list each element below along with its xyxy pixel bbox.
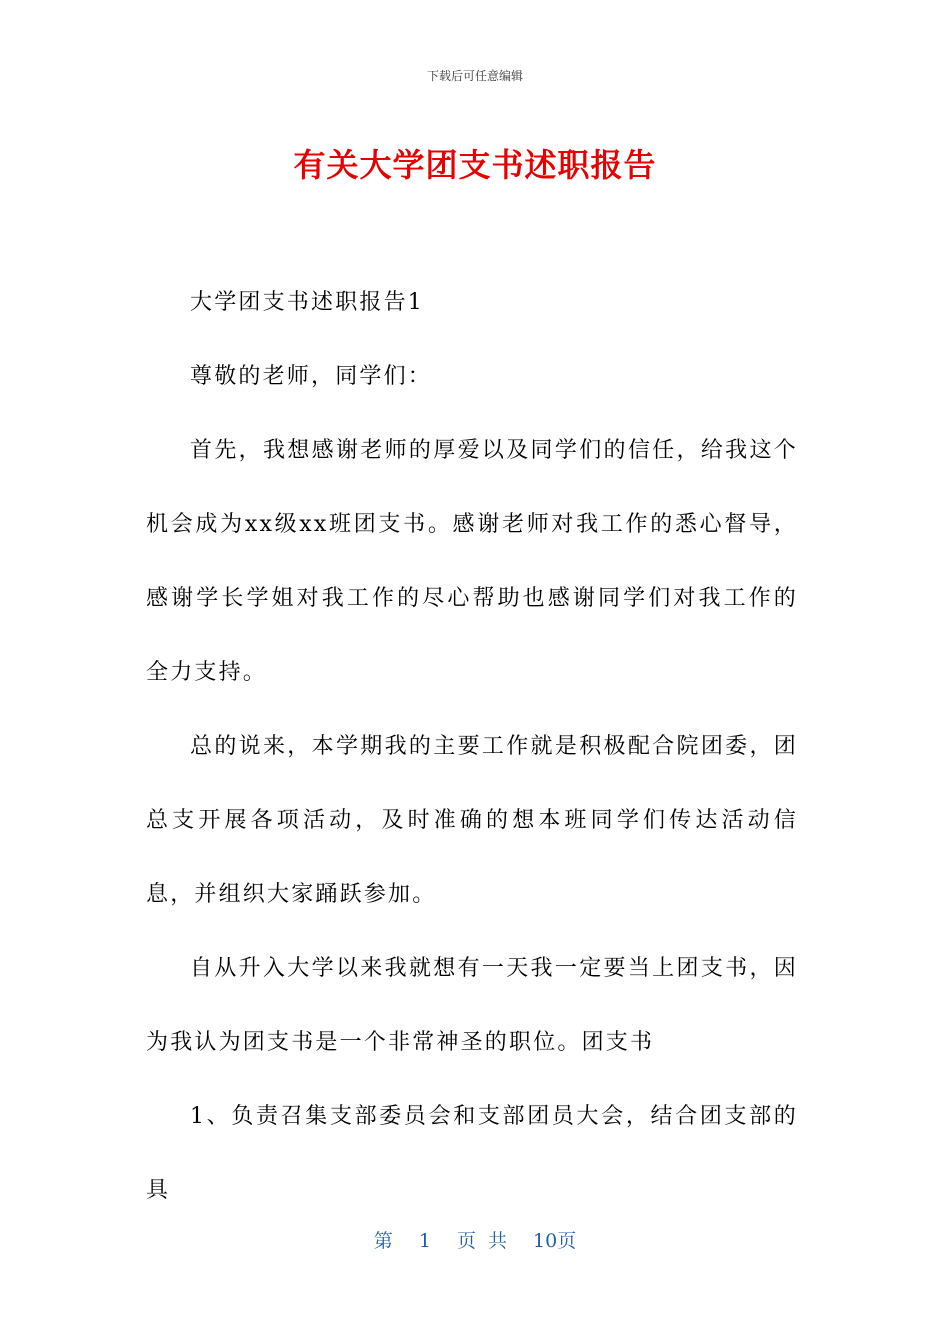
paragraph-salutation: 尊敬的老师，同学们：: [190, 364, 433, 389]
page-middle: 页 共: [456, 1230, 507, 1252]
page-current: 1: [418, 1230, 431, 1252]
page-total: 10页: [533, 1230, 577, 1252]
page-number: [0, 1226, 950, 1253]
paragraph-heading: 大学团支书述职报告1: [190, 290, 424, 315]
document-body: [146, 266, 798, 1228]
paragraph: 首先，我想感谢老师的厚爱以及同学们的信任，给我这个机会成为xx级xx班团支书。感谢老师对我工作的悉心督导，感谢学长学姐对我工作的尽心帮助也感谢同学们对我工作的全力支持。: [146, 438, 798, 685]
document-title: 有关大学团支书述职报告: [293, 146, 657, 184]
paragraph: 1、负责召集支部委员会和支部团员大会，结合团支部的具: [146, 1104, 798, 1203]
header-note: 下载后可任意编辑: [426, 69, 523, 83]
paragraph: 自从升入大学以来我就想有一天我一定要当上团支书，因为我认为团支书是一个非常神圣的职位。团支书: [146, 956, 798, 1055]
paragraph: 总的说来，本学期我的主要工作就是积极配合院团委，团总支开展各项活动，及时准确的想本班同学们传达活动信息，并组织大家踊跃参加。: [146, 734, 798, 907]
page-prefix: 第: [373, 1230, 393, 1252]
